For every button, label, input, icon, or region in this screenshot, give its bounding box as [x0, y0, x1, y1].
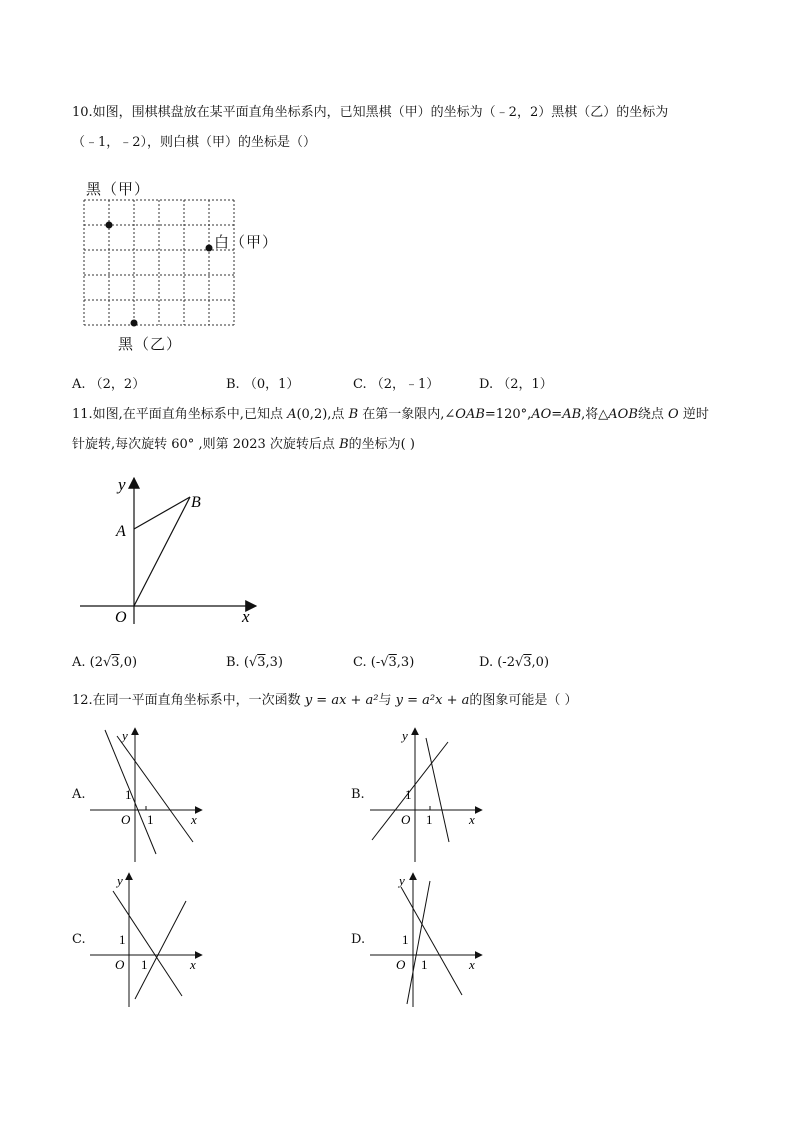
svg-text:1: 1 — [421, 957, 428, 972]
label-white-a: 白（甲） — [214, 233, 279, 251]
q10-option-b[interactable]: B. （0，1） — [226, 377, 300, 392]
q10-option-c[interactable]: C. （2，﹣1） — [353, 377, 440, 392]
q10-text-line1: 10.如图，围棋棋盘放在某平面直角坐标系内，已知黑棋（甲）的坐标为（﹣2，2）黑棋（乙）的坐标为 — [72, 105, 669, 120]
x-label: x — [242, 607, 250, 626]
svg-text:1: 1 — [405, 787, 412, 802]
point-b-label: B — [191, 494, 201, 511]
black-stone-a — [106, 222, 113, 229]
q11-option-c[interactable]: C. (-√3,3) — [353, 655, 415, 670]
svg-text:1: 1 — [147, 812, 154, 827]
black-stone-b — [131, 320, 138, 327]
svg-text:1: 1 — [402, 932, 409, 947]
q12-graph-b[interactable] — [368, 726, 492, 864]
board-grid — [84, 200, 234, 325]
svg-text:x: x — [191, 812, 197, 827]
q12-graph-c[interactable] — [88, 871, 212, 1009]
q12-text: 12.在同一平面直角坐标系中，一次函数 y = ax + a²与 y = a²x + a的图象可能是（ ） — [72, 693, 578, 708]
q11-option-a[interactable]: A. (2√3,0) — [72, 655, 138, 670]
svg-text:x: x — [469, 957, 475, 972]
q12-option-c-label[interactable]: C. — [72, 932, 86, 947]
svg-text:1: 1 — [119, 932, 126, 947]
svg-text:x: x — [469, 812, 475, 827]
q10-option-a[interactable]: A. （2，2） — [72, 377, 146, 392]
svg-text:O: O — [121, 812, 131, 827]
svg-text:x: x — [190, 957, 196, 972]
q12-graph-a[interactable] — [88, 726, 212, 864]
point-a-label: A — [116, 523, 126, 540]
formula-2: y = a²x + a — [395, 693, 470, 708]
q12-option-d-label[interactable]: D. — [351, 932, 366, 947]
q11-figure — [80, 474, 270, 634]
svg-text:y: y — [122, 728, 128, 743]
q12-graph-d[interactable] — [368, 871, 492, 1009]
formula-1: y = ax + a² — [304, 693, 379, 708]
svg-text:O: O — [401, 812, 411, 827]
line-1 — [401, 887, 462, 995]
label-black-b: 黑（乙） — [118, 335, 183, 353]
q11-option-b[interactable]: B. (√3,3) — [226, 655, 283, 670]
q11-text-line2: 针旋转,每次旋转 60° ,则第 2023 次旋转后点 B的坐标为( ) — [72, 437, 415, 452]
white-stone-a — [206, 245, 213, 252]
svg-text:y: y — [402, 728, 408, 743]
svg-text:O: O — [396, 957, 406, 972]
label-black-a: 黑（甲） — [86, 180, 151, 198]
origin-label: O — [115, 609, 127, 626]
line-2 — [135, 901, 186, 999]
q10-text-line2: （﹣1，﹣2），则白棋（甲）的坐标是（） — [72, 135, 317, 150]
q12-option-b-label[interactable]: B. — [351, 787, 365, 802]
svg-text:y: y — [117, 873, 123, 888]
q11-text-line1: 11.如图,在平面直角坐标系中,已知点 A(0,2),点 B 在第一象限内,∠OAB=120°,AO=AB,将△AOB绕点 O 逆时 — [72, 407, 709, 422]
svg-text:1: 1 — [125, 787, 132, 802]
q10-option-d[interactable]: D. （2，1） — [479, 377, 553, 392]
q11-option-d[interactable]: D. (-2√3,0) — [479, 655, 550, 670]
svg-text:1: 1 — [141, 957, 148, 972]
svg-text:1: 1 — [426, 812, 433, 827]
line-2 — [407, 881, 430, 1004]
svg-text:y: y — [399, 873, 405, 888]
svg-text:O: O — [115, 957, 125, 972]
go-board-figure — [80, 196, 240, 330]
y-label: y — [118, 475, 126, 494]
q12-option-a-label[interactable]: A. — [72, 787, 86, 802]
